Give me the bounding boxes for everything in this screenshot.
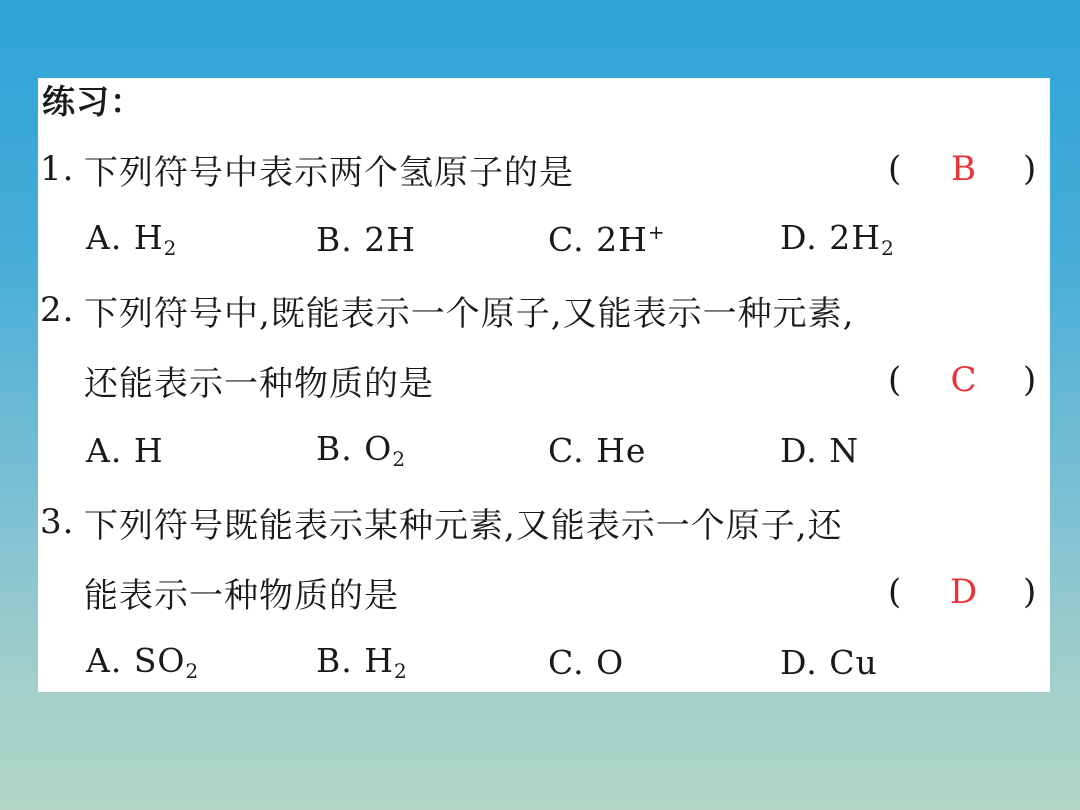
paren-open: ( bbox=[888, 360, 903, 400]
question-2-line-2 bbox=[38, 348, 1050, 412]
option-d: D. N bbox=[780, 430, 860, 470]
option-a: A. $H_2$ bbox=[86, 218, 178, 260]
paren-close: ) bbox=[1023, 572, 1038, 612]
question-text: 下列符号既能表示某种元素,又能表示一个原子,还 bbox=[84, 505, 843, 546]
option-c: C. He bbox=[548, 430, 647, 470]
question-3-line-2 bbox=[38, 560, 1050, 624]
answer-2: C bbox=[950, 360, 978, 400]
option-b: B. $H_2$ bbox=[316, 641, 408, 683]
paren-close: ) bbox=[1023, 149, 1038, 189]
option-d: D. Cu bbox=[780, 642, 878, 682]
question-1-line-1 bbox=[38, 137, 1050, 201]
answer-1: B bbox=[951, 149, 977, 189]
answer-3: D bbox=[949, 572, 979, 612]
question-3-options bbox=[38, 630, 1050, 694]
paren-open: ( bbox=[888, 572, 903, 612]
question-2-line-1 bbox=[38, 278, 1050, 342]
paren-close: ) bbox=[1023, 360, 1038, 400]
option-b: B. 2H bbox=[316, 219, 417, 259]
exercise-sheet bbox=[38, 78, 1050, 692]
question-number: 3. bbox=[40, 502, 75, 542]
question-text: 下列符号中,既能表示一个原子,又能表示一种元素, bbox=[84, 293, 855, 334]
paren-open: ( bbox=[888, 149, 903, 189]
question-3-line-1 bbox=[38, 490, 1050, 554]
option-d: D. $2H_2$ bbox=[780, 218, 895, 260]
question-number: 2. bbox=[40, 290, 75, 330]
question-2-options bbox=[38, 418, 1050, 482]
option-a: A. H bbox=[86, 430, 164, 470]
option-a: A. $SO_2$ bbox=[86, 641, 200, 683]
question-text: 下列符号中表示两个氢原子的是 bbox=[84, 152, 574, 193]
question-text-continued: 能表示一种物质的是 bbox=[84, 575, 399, 616]
option-c: C. O bbox=[548, 642, 625, 682]
question-number: 1. bbox=[40, 149, 75, 189]
option-c: C. 2H+ bbox=[548, 219, 666, 259]
question-text-continued: 还能表示一种物质的是 bbox=[84, 363, 434, 404]
section-title: 练习： bbox=[42, 81, 144, 121]
question-1-options bbox=[38, 207, 1050, 271]
option-b: B. $O_2$ bbox=[316, 429, 407, 471]
